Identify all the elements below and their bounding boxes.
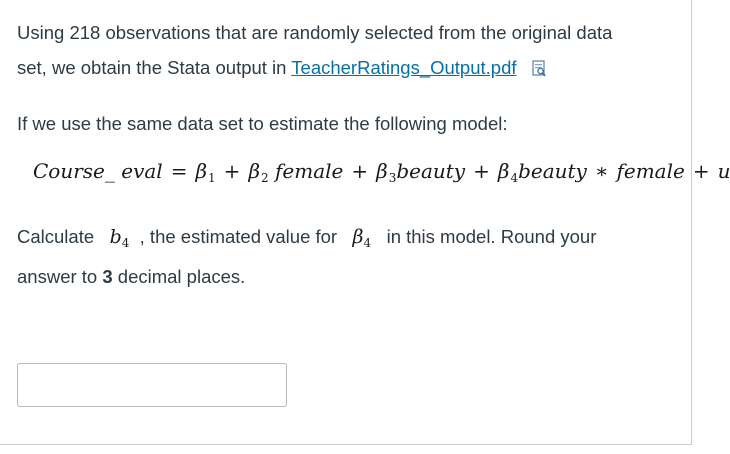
eq-beta1: β — [195, 159, 208, 183]
output-pdf-link[interactable]: TeacherRatings_Output.pdf — [291, 57, 517, 78]
eq-var-female-2: female — [616, 159, 685, 183]
calc-instruction — [17, 226, 596, 254]
estimate-letter: b — [109, 226, 122, 248]
calc-prefix: Calculate — [17, 226, 95, 247]
eq-beta3-sub: 3 — [388, 171, 397, 185]
intro-line-2-text: set, we obtain the Stata output in — [17, 57, 292, 78]
eq-plus-4: + — [692, 159, 710, 183]
eq-beta4-sub: 4 — [510, 171, 519, 185]
eq-plus-3: + — [473, 159, 490, 183]
intro-line-1: Using 218 observations that are randomly selected from the original data — [17, 22, 613, 43]
eq-equals: = — [170, 159, 188, 183]
precision-suffix: decimal places. — [112, 266, 246, 287]
eq-var-beauty-2: beauty — [518, 159, 587, 183]
eq-beta1-sub: 1 — [208, 171, 216, 185]
eq-plus-1: + — [223, 159, 241, 183]
eq-plus-2: + — [351, 159, 369, 183]
answer-box[interactable] — [17, 363, 287, 407]
model-intro: If we use the same data set to estimate the following model: — [17, 113, 508, 134]
calc-suffix: in this model. Round your — [386, 226, 597, 247]
eq-var-beauty: beauty — [396, 159, 466, 183]
estimate-sub: 4 — [121, 236, 130, 250]
answer-precision — [17, 266, 245, 288]
calc-mid: , the estimated value for — [139, 226, 338, 247]
estimate-symbol — [110, 226, 130, 248]
eq-lhs: Course_ eval — [33, 159, 163, 183]
model-equation — [33, 157, 730, 192]
eq-var-female: female — [275, 159, 344, 183]
eq-beta2: β — [248, 159, 260, 183]
parameter-symbol — [353, 226, 372, 248]
parameter-letter: β — [352, 226, 364, 248]
answer-input[interactable] — [18, 364, 286, 406]
intro-line-2 — [17, 57, 547, 82]
eq-beta4: β — [497, 159, 510, 183]
eq-times: ∗ — [594, 159, 609, 183]
parameter-sub: 4 — [363, 236, 372, 250]
precision-digits: 3 — [102, 266, 113, 287]
eq-beta3: β — [376, 159, 388, 183]
eq-beta2-sub: 2 — [261, 171, 269, 185]
eq-error: u — [717, 159, 730, 183]
document-preview-icon[interactable] — [531, 60, 547, 82]
precision-prefix: answer to — [17, 266, 103, 287]
